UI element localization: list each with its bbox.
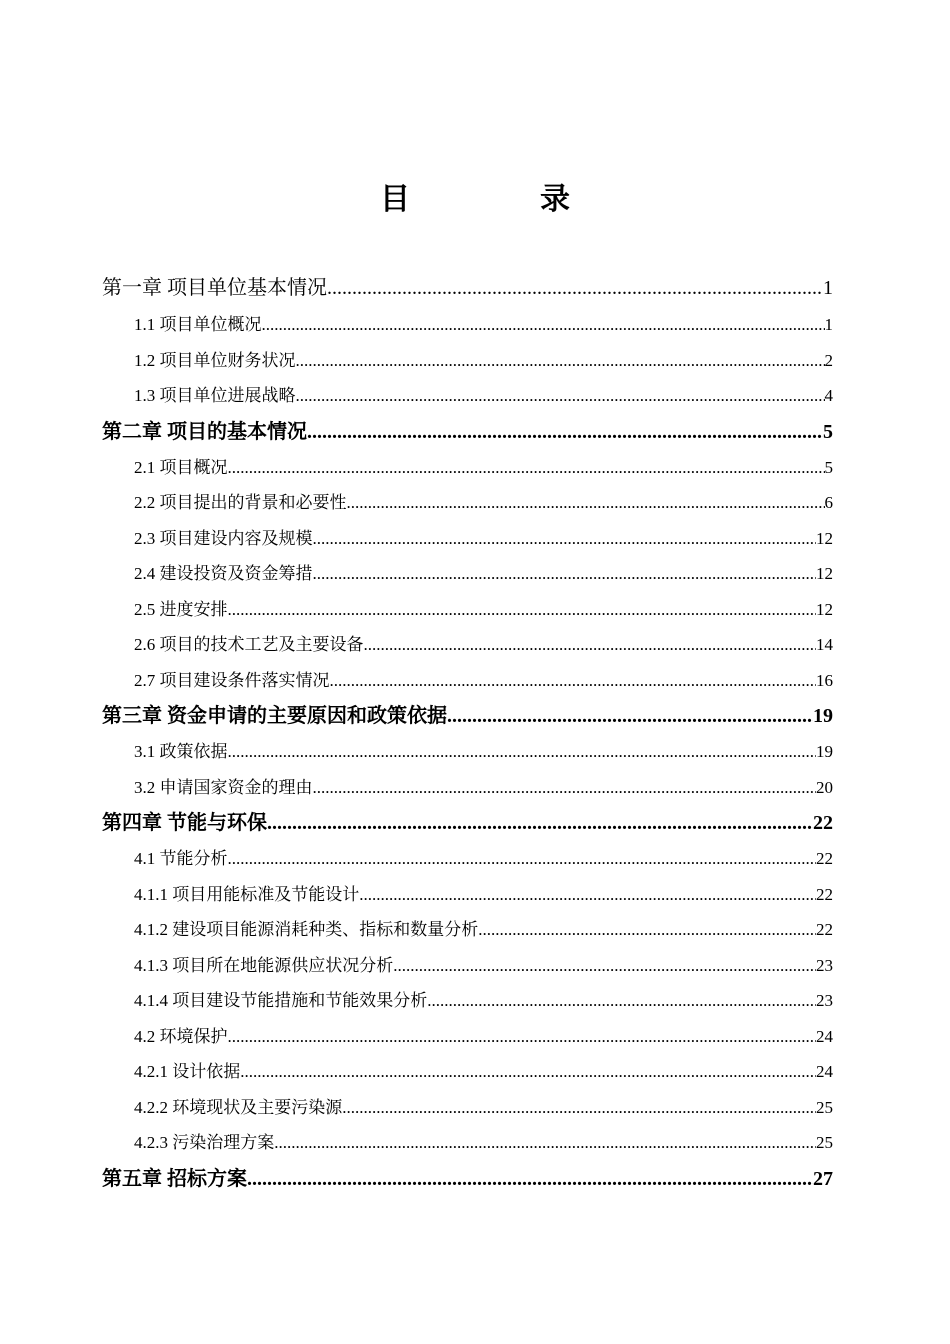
- toc-entry-page-number: 19: [816, 742, 833, 761]
- toc-chapter-entry[interactable]: [102, 698, 833, 734]
- toc-entry-page-number: 27: [813, 1167, 833, 1190]
- toc-entry-label: 第二章 项目的基本情况: [102, 420, 307, 443]
- toc-dot-leader: [447, 698, 813, 734]
- toc-entry-page-number: 22: [816, 884, 833, 904]
- toc-dot-leader: [342, 1090, 816, 1126]
- toc-dot-leader: [228, 450, 825, 486]
- toc-entry-label: 2.3 项目建设内容及规模: [134, 528, 313, 548]
- toc-entry-label: 2.1 项目概况: [134, 457, 228, 477]
- toc-dot-leader: [364, 627, 817, 663]
- toc-section-entry[interactable]: [102, 841, 833, 877]
- toc-dot-leader: [296, 378, 825, 414]
- toc-section-entry[interactable]: [102, 307, 833, 343]
- toc-dot-leader: [267, 805, 813, 841]
- toc-entry-label: 2.6 项目的技术工艺及主要设备: [134, 635, 364, 654]
- toc-dot-leader: [240, 1054, 816, 1090]
- toc-entry-label: 1.1 项目单位概况: [134, 315, 262, 334]
- table-of-contents: [102, 269, 833, 1197]
- toc-entry-page-number: 20: [816, 777, 833, 797]
- toc-entry-page-number: 22: [813, 812, 833, 834]
- toc-entry-page-number: 5: [823, 420, 833, 443]
- toc-entry-label: 第四章 节能与环保: [102, 812, 267, 834]
- toc-entry-page-number: 16: [816, 670, 833, 690]
- toc-entry-page-number: 24: [816, 1062, 833, 1081]
- toc-section-entry[interactable]: [102, 877, 833, 913]
- toc-dot-leader: [228, 1019, 817, 1055]
- toc-entry-label: 4.1.2 建设项目能源消耗种类、指标和数量分析: [134, 920, 479, 939]
- toc-dot-leader: [427, 983, 816, 1019]
- toc-entry-page-number: 5: [824, 457, 833, 477]
- toc-dot-leader: [247, 1161, 813, 1197]
- toc-entry-label: 3.1 政策依据: [134, 742, 228, 761]
- toc-entry-page-number: 4: [824, 386, 833, 405]
- toc-section-entry[interactable]: [102, 770, 833, 806]
- toc-dot-leader: [296, 343, 825, 379]
- toc-entry-page-number: 22: [816, 920, 833, 939]
- toc-section-entry[interactable]: [102, 378, 833, 414]
- toc-entry-label: 4.2 环境保护: [134, 1026, 228, 1046]
- toc-section-entry[interactable]: [102, 1019, 833, 1055]
- toc-section-entry[interactable]: [102, 450, 833, 486]
- toc-entry-label: 1.3 项目单位进展战略: [134, 386, 296, 405]
- toc-entry-label: 3.2 申请国家资金的理由: [134, 777, 313, 797]
- toc-dot-leader: [313, 556, 817, 592]
- toc-entry-label: 2.5 进度安排: [134, 599, 228, 619]
- page-title: 目 录: [380, 183, 620, 216]
- toc-section-entry[interactable]: [102, 485, 833, 521]
- toc-entry-label: 4.1.1 项目用能标准及节能设计: [134, 884, 360, 904]
- toc-dot-leader: [313, 521, 817, 557]
- toc-chapter-entry[interactable]: [102, 414, 833, 450]
- toc-dot-leader: [262, 307, 825, 343]
- toc-section-entry[interactable]: [102, 734, 833, 770]
- toc-entry-label: 2.7 项目建设条件落实情况: [134, 670, 330, 690]
- toc-entry-page-number: 19: [813, 705, 833, 727]
- toc-section-entry[interactable]: [102, 521, 833, 557]
- toc-entry-label: 4.1.3 项目所在地能源供应状况分析: [134, 955, 394, 975]
- toc-entry-page-number: 12: [816, 528, 833, 548]
- toc-dot-leader: [307, 414, 823, 450]
- toc-entry-page-number: 6: [824, 493, 833, 512]
- toc-entry-label: 4.1.4 项目建设节能措施和节能效果分析: [134, 991, 428, 1010]
- toc-chapter-entry[interactable]: [102, 1161, 833, 1197]
- toc-entry-label: 2.4 建设投资及资金筹措: [134, 564, 313, 583]
- toc-chapter-entry[interactable]: [102, 269, 833, 307]
- toc-entry-page-number: 25: [816, 1133, 833, 1152]
- toc-entry-page-number: 12: [816, 599, 833, 619]
- toc-entry-label: 4.1 节能分析: [134, 849, 228, 868]
- toc-entry-page-number: 2: [824, 350, 833, 370]
- toc-entry-page-number: 25: [816, 1097, 833, 1117]
- toc-dot-leader: [313, 770, 817, 806]
- toc-entry-page-number: 1: [823, 277, 833, 299]
- toc-section-entry[interactable]: [102, 1090, 833, 1126]
- toc-entry-label: 4.2.2 环境现状及主要污染源: [134, 1097, 343, 1117]
- toc-entry-label: 2.2 项目提出的背景和必要性: [134, 493, 347, 512]
- toc-section-entry[interactable]: [102, 948, 833, 984]
- toc-entry-label: 4.2.3 污染治理方案: [134, 1133, 275, 1152]
- toc-section-entry[interactable]: [102, 663, 833, 699]
- toc-section-entry[interactable]: [102, 912, 833, 948]
- toc-entry-label: 1.2 项目单位财务状况: [134, 350, 296, 370]
- toc-entry-label: 第一章 项目单位基本情况: [102, 277, 327, 299]
- toc-entry-page-number: 1: [824, 315, 833, 334]
- toc-entry-label: 4.2.1 设计依据: [134, 1062, 241, 1081]
- toc-dot-leader: [327, 269, 823, 307]
- toc-entry-page-number: 24: [816, 1026, 833, 1046]
- toc-entry-page-number: 14: [816, 635, 833, 654]
- toc-chapter-entry[interactable]: [102, 805, 833, 841]
- toc-dot-leader: [228, 592, 817, 628]
- toc-dot-leader: [347, 485, 825, 521]
- toc-section-entry[interactable]: [102, 983, 833, 1019]
- toc-entry-label: 第五章 招标方案: [102, 1167, 247, 1190]
- toc-dot-leader: [228, 841, 817, 877]
- toc-dot-leader: [330, 663, 817, 699]
- toc-section-entry[interactable]: [102, 556, 833, 592]
- toc-section-entry[interactable]: [102, 1054, 833, 1090]
- toc-section-entry[interactable]: [102, 1125, 833, 1161]
- toc-entry-page-number: 23: [816, 955, 833, 975]
- toc-entry-label: 第三章 资金申请的主要原因和政策依据: [102, 705, 447, 727]
- toc-section-entry[interactable]: [102, 343, 833, 379]
- toc-dot-leader: [478, 912, 816, 948]
- toc-dot-leader: [274, 1125, 816, 1161]
- toc-entry-page-number: 22: [816, 849, 833, 868]
- toc-entry-page-number: 12: [816, 564, 833, 583]
- toc-dot-leader: [228, 734, 817, 770]
- toc-section-entry[interactable]: [102, 592, 833, 628]
- toc-entry-page-number: 23: [816, 991, 833, 1010]
- toc-dot-leader: [359, 877, 816, 913]
- toc-section-entry[interactable]: [102, 627, 833, 663]
- toc-dot-leader: [393, 948, 816, 984]
